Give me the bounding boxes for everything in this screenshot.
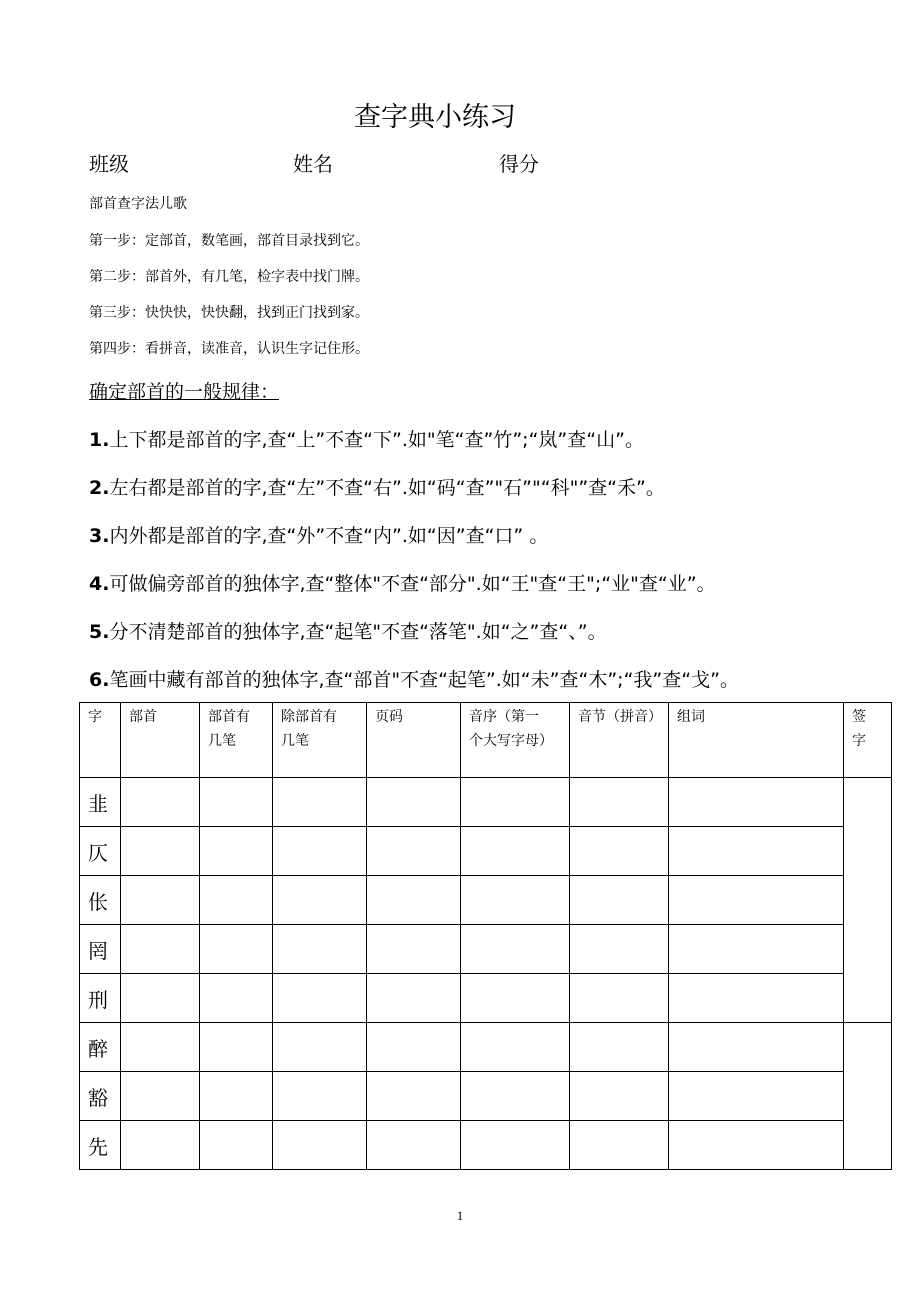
answer-cell[interactable] xyxy=(273,974,367,1023)
rule-number: 3. xyxy=(89,525,110,547)
answer-cell[interactable] xyxy=(273,876,367,925)
table-row xyxy=(80,1023,892,1072)
char-cell: 伥 xyxy=(80,876,121,925)
answer-cell[interactable] xyxy=(461,1121,570,1170)
answer-cell[interactable] xyxy=(669,778,844,827)
answer-cell[interactable] xyxy=(121,876,200,925)
table-row xyxy=(80,876,892,925)
char-cell: 罔 xyxy=(80,925,121,974)
answer-cell[interactable] xyxy=(121,1121,200,1170)
col-header-initial: 音序（第一 个大写字母） xyxy=(461,703,570,778)
rule-item xyxy=(89,569,716,596)
answer-cell[interactable] xyxy=(570,876,669,925)
answer-cell[interactable] xyxy=(570,925,669,974)
answer-cell[interactable] xyxy=(570,1121,669,1170)
answer-cell[interactable] xyxy=(121,1072,200,1121)
answer-cell[interactable] xyxy=(570,1023,669,1072)
rule-item xyxy=(89,425,644,452)
answer-cell[interactable] xyxy=(273,925,367,974)
answer-cell[interactable] xyxy=(570,1072,669,1121)
rule-text: 笔画中藏有部首的独体字,查“部首"不查“起笔”.如“未”查“木”;“我”查“戈”。 xyxy=(109,669,739,691)
answer-cell[interactable] xyxy=(461,876,570,925)
answer-cell[interactable] xyxy=(367,827,461,876)
rules-heading: 确定部首的一般规律： xyxy=(89,381,280,403)
table-row xyxy=(80,778,892,827)
rule-text: 内外都是部首的字,查“外”不查“内”.如“因”查“口” 。 xyxy=(109,525,549,547)
col-header-char: 字 xyxy=(80,703,121,778)
answer-cell[interactable] xyxy=(669,1121,844,1170)
rule-text: 左右都是部首的字,查“左”不查“右”.如“码“查”"石”"“科"”查“禾”。 xyxy=(109,477,665,499)
signature-cell[interactable] xyxy=(844,1023,892,1170)
col-header-radical-strokes: 部首有 几笔 xyxy=(200,703,273,778)
answer-cell[interactable] xyxy=(200,1023,273,1072)
char-cell: 仄 xyxy=(80,827,121,876)
answer-cell[interactable] xyxy=(367,778,461,827)
col-header-remaining-strokes: 除部首有 几笔 xyxy=(273,703,367,778)
answer-cell[interactable] xyxy=(669,876,844,925)
answer-cell[interactable] xyxy=(367,974,461,1023)
answer-cell[interactable] xyxy=(461,827,570,876)
table-row xyxy=(80,1072,892,1121)
rule-text: 可做偏旁部首的独体字,查“整体"不查“部分".如“王"查“王";“业"查“业”。 xyxy=(109,573,716,595)
song-step: 第一步：定部首，数笔画，部首目录找到它。 xyxy=(89,233,369,249)
answer-cell[interactable] xyxy=(461,1023,570,1072)
answer-cell[interactable] xyxy=(669,1023,844,1072)
rule-number: 5. xyxy=(89,621,110,643)
col-header-pinyin: 音节（拼音） xyxy=(570,703,669,778)
col-header-page: 页码 xyxy=(367,703,461,778)
char-cell: 韭 xyxy=(80,778,121,827)
answer-cell[interactable] xyxy=(121,974,200,1023)
answer-cell[interactable] xyxy=(121,925,200,974)
answer-cell[interactable] xyxy=(200,778,273,827)
page-number: 1 xyxy=(456,1208,464,1223)
col-header-signature: 签 字 xyxy=(844,703,892,778)
rule-number: 6. xyxy=(89,669,110,691)
rule-number: 2. xyxy=(89,477,110,499)
answer-cell[interactable] xyxy=(461,925,570,974)
answer-cell[interactable] xyxy=(669,925,844,974)
page-title: 查字典小练习 xyxy=(354,102,516,133)
rule-item xyxy=(89,665,739,692)
answer-cell[interactable] xyxy=(121,1023,200,1072)
answer-cell[interactable] xyxy=(367,1072,461,1121)
answer-cell[interactable] xyxy=(121,827,200,876)
answer-cell[interactable] xyxy=(367,1023,461,1072)
table-row xyxy=(80,974,892,1023)
table-header-row xyxy=(80,703,892,778)
answer-cell[interactable] xyxy=(273,1121,367,1170)
table-row xyxy=(80,827,892,876)
answer-cell[interactable] xyxy=(121,778,200,827)
answer-cell[interactable] xyxy=(669,974,844,1023)
song-step: 第四步：看拼音，读准音，认识生字记住形。 xyxy=(89,341,369,357)
rule-item xyxy=(89,473,665,500)
answer-cell[interactable] xyxy=(669,1072,844,1121)
char-cell: 刑 xyxy=(80,974,121,1023)
answer-cell[interactable] xyxy=(570,974,669,1023)
answer-cell[interactable] xyxy=(461,778,570,827)
col-header-radical: 部首 xyxy=(121,703,200,778)
rule-text: 上下都是部首的字,查“上”不查“下”.如"笔“查”竹”;“岚”查“山”。 xyxy=(109,429,644,451)
name-label: 姓名 xyxy=(293,152,333,176)
signature-cell[interactable] xyxy=(844,778,892,1023)
char-cell: 醉 xyxy=(80,1023,121,1072)
rule-number: 1. xyxy=(89,429,110,451)
answer-cell[interactable] xyxy=(200,925,273,974)
rule-item xyxy=(89,617,607,644)
answer-cell[interactable] xyxy=(200,876,273,925)
answer-cell[interactable] xyxy=(273,1072,367,1121)
table-row xyxy=(80,925,892,974)
answer-cell[interactable] xyxy=(367,1121,461,1170)
song-step: 第二步：部首外，有几笔，检字表中找门牌。 xyxy=(89,269,369,285)
answer-cell[interactable] xyxy=(273,1023,367,1072)
answer-cell[interactable] xyxy=(367,876,461,925)
class-label: 班级 xyxy=(89,152,129,176)
answer-cell[interactable] xyxy=(461,974,570,1023)
char-cell: 豁 xyxy=(80,1072,121,1121)
song-title: 部首查字法儿歌 xyxy=(89,196,187,212)
answer-cell[interactable] xyxy=(200,827,273,876)
worksheet-table xyxy=(79,702,892,1170)
table-row xyxy=(80,1121,892,1170)
answer-cell[interactable] xyxy=(570,827,669,876)
answer-cell[interactable] xyxy=(200,1121,273,1170)
col-header-words: 组词 xyxy=(669,703,844,778)
song-step: 第三步：快快快，快快翻，找到正门找到家。 xyxy=(89,305,369,321)
answer-cell[interactable] xyxy=(200,974,273,1023)
answer-cell[interactable] xyxy=(367,925,461,974)
rule-text: 分不清楚部首的独体字,查“起笔"不查“落笔".如“之”查“、”。 xyxy=(109,621,607,643)
score-label: 得分 xyxy=(499,152,539,176)
answer-cell[interactable] xyxy=(200,1072,273,1121)
rule-number: 4. xyxy=(89,573,110,595)
answer-cell[interactable] xyxy=(669,827,844,876)
answer-cell[interactable] xyxy=(570,778,669,827)
rule-item xyxy=(89,521,548,548)
answer-cell[interactable] xyxy=(273,778,367,827)
answer-cell[interactable] xyxy=(273,827,367,876)
answer-cell[interactable] xyxy=(461,1072,570,1121)
char-cell: 先 xyxy=(80,1121,121,1170)
